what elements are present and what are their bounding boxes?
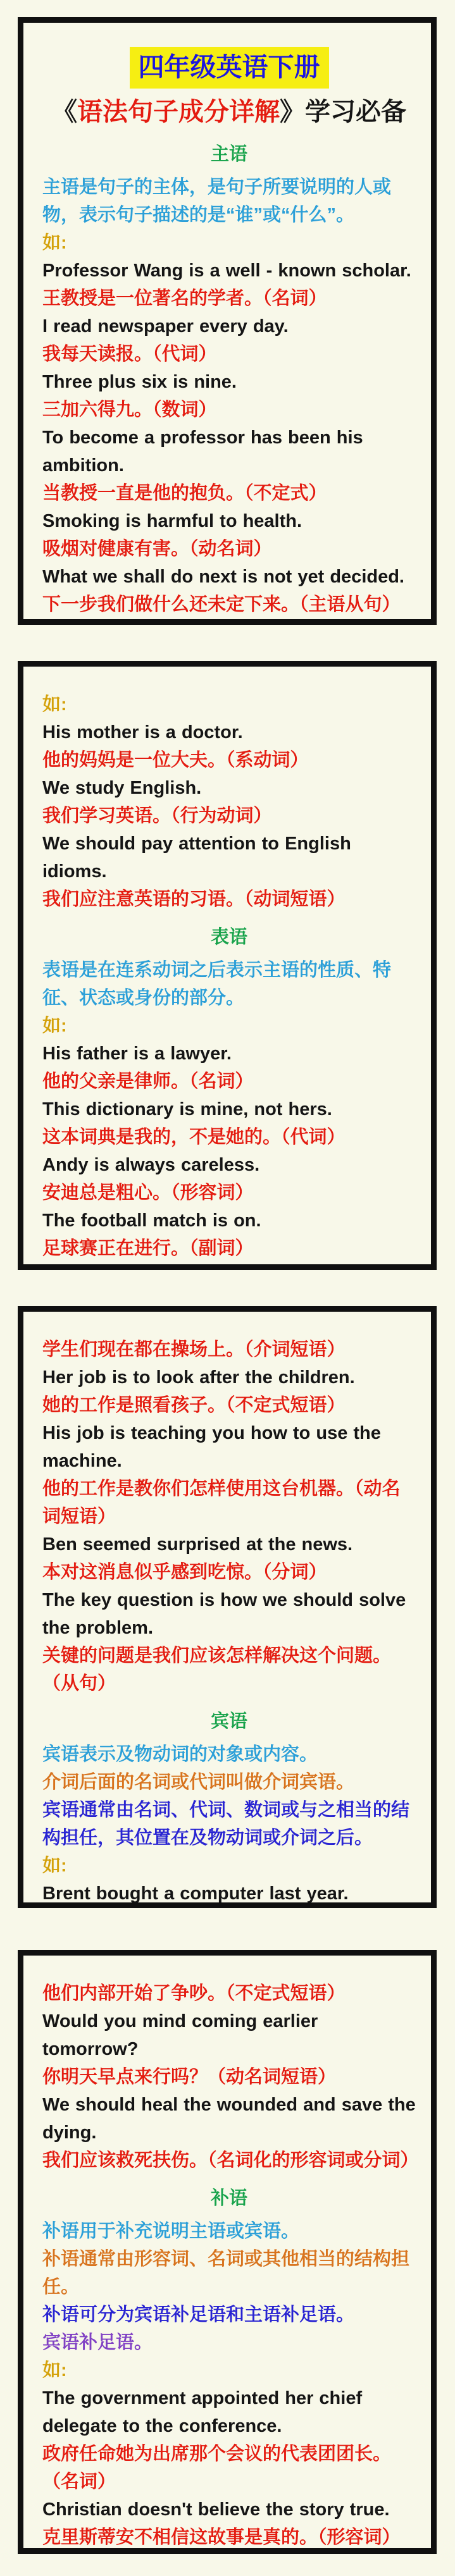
example-sentence-en: Ben seemed surprised at the news. [42,1534,353,1555]
example-sentence-en: Her job is to look after the children. [42,1367,355,1388]
example-sentence-en: His father is a lawyer. [42,1044,232,1064]
complement-section [18,1950,437,2554]
rule-text: 宾语通常由名词、代词、数词或与之相当的结构担任，其位置在及物动词或介词之后。 [42,1800,410,1848]
object-section [18,1306,437,1908]
translation-zh: 我们应该救死扶伤。（名词化的形容词或分词） [42,2150,419,2171]
example-sentence-en: Brent bought a computer last year. [42,1883,349,1904]
translation-zh: 足球赛正在进行。（副词） [42,1238,254,1259]
example-sentence-en: The key question is how we should solve the problem. [42,1590,406,1638]
subtitle-part: 《 [52,98,77,126]
page-subtitle [42,94,416,130]
translation-zh: 学生们现在都在操场上。（介词短语） [42,1340,346,1360]
translation-zh: 我每天读报。（代词） [42,344,217,364]
example-sentence-en: Smoking is harmful to health. [42,511,302,531]
translation-zh: 三加六得九。（数词） [42,400,217,420]
example-label: 如: [42,1856,67,1876]
example-label: 如: [42,2360,67,2381]
translation-zh: 下一步我们做什么还未定下来。（主语从句） [42,595,401,615]
example-sentence-en [42,2551,416,2554]
definition-text: 主语是句子的主体，是句子所要说明的人或物，表示句子描述的是“谁”或“什么”。 [42,177,392,225]
example-sentence-en: We study English. [42,778,202,798]
example-sentence-en: What we shall do next is not yet decided. [42,567,404,587]
section-heading: 宾语 [210,1711,247,1732]
translation-zh: 你明天早点来行吗？（动名词短语） [42,2067,337,2087]
translation-zh: 安迪总是粗心。（形容词） [42,1183,254,1203]
definition-text: 表语是在连系动词之后表示主语的性质、特征、状态或身份的部分。 [42,960,392,1008]
page-title [42,47,416,89]
example-sentence-en: I read newspaper every day. [42,316,289,336]
translation-zh [42,1907,416,1908]
translation-zh: 我们应注意英语的习语。（动词短语） [42,889,346,909]
example-sentence-en: The football match is on. [42,1211,261,1231]
example-sentence-en: Christian doesn't believe the story true. [42,2499,390,2520]
translation-zh: 王教授是一位著名的学者。（名词） [42,288,327,309]
example-label: 如: [42,694,67,715]
example-sentence-en: We should heal the wounded and save the dying. [42,2095,416,2143]
example-sentence-en [42,1262,416,1270]
translation-zh: 关键的问题是我们应该怎样解决这个问题。（从句） [42,1646,392,1694]
example-sentence-en: Professor Wang is a well - known scholar. [42,261,411,281]
example-label: 如: [42,1016,67,1036]
translation-zh: 当教授一直是他的抱负。（不定式） [42,483,327,503]
translation-zh: 克里斯蒂安不相信这故事是真的。（形容词） [42,2527,401,2548]
example-sentence-en: His mother is a doctor. [42,722,243,743]
example-sentence-en: The government appointed her chief delegate to the conference. [42,2388,363,2436]
example-sentence-en: Would you mind coming earlier tomorrow? [42,2011,318,2059]
subject-section [18,17,437,625]
rule-text: 补语可分为宾语补足语和主语补足语。 [42,2305,355,2325]
example-label: 如: [42,233,67,253]
example-sentence-en: To become a professor has been his ambition. [42,428,363,476]
translation-zh: 她的工作是照看孩子。（不定式短语） [42,1395,346,1415]
section-heading: 补语 [210,2188,247,2209]
subnote-text: 宾语补足语。 [42,2333,153,2353]
translation-zh: 吸烟对健康有害。（动名词） [42,539,272,559]
translation-zh: 他的工作是教你们怎样使用这台机器。（动名词短语） [42,1479,401,1527]
translation-zh: 我们学习英语。（行为动词） [42,806,272,826]
note-text: 介词后面的名词或代词叫做介词宾语。 [42,1772,355,1792]
example-sentence-en: Three plus six is nine. [42,372,237,392]
section-heading: 表语 [210,927,247,947]
example-sentence-en: Andy is always careless. [42,1155,260,1175]
highlighted-title-text: 四年级英语下册 [130,47,329,89]
note-text: 补语通常由形容词、名词或其他相当的结构担任。 [42,2249,410,2297]
translation-zh: 他的妈妈是一位大夫。（系动词） [42,750,309,770]
section-heading: 主语 [210,144,247,164]
translation-zh: 他的父亲是律师。（名词） [42,1071,254,1092]
translation-zh: 本对这消息似乎感到吃惊。（分词） [42,1562,327,1582]
example-sentence-en: This dictionary is mine, not hers. [42,1099,332,1119]
example-sentence-en: His job is teaching you how to use the machine. [42,1423,381,1471]
subtitle-part: 》学习必备 [280,98,406,126]
definition-text: 宾语表示及物动词的对象或内容。 [42,1744,318,1765]
translation-zh: 这本词典是我的，不是她的。（代词） [42,1127,346,1147]
example-sentence-en: We should pay attention to English idioms. [42,834,351,882]
definition-text: 补语用于补充说明主语或宾语。 [42,2221,300,2241]
subtitle-part: 语法句子成分详解 [77,98,280,126]
predicative-section [18,661,437,1270]
translation-zh: 他们内部开始了争吵。（不定式短语） [42,1983,346,2004]
translation-zh: 政府任命她为出席那个会议的代表团团长。（名词） [42,2444,392,2492]
